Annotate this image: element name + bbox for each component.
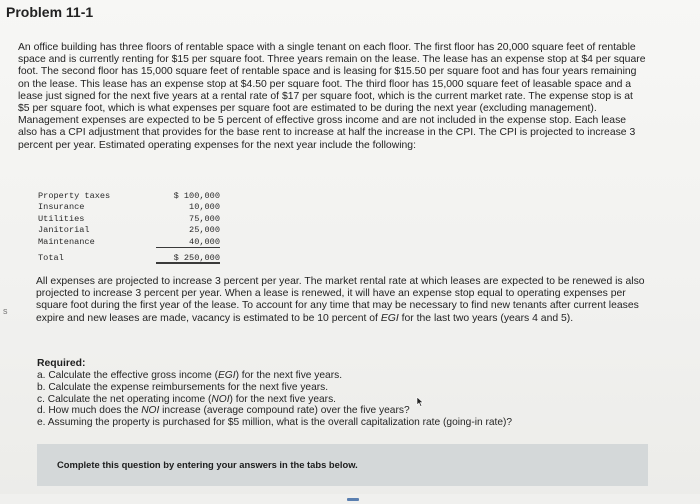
expense-value: 40,000 [156, 237, 220, 248]
expense-value: 25,000 [189, 225, 220, 236]
expense-label: Utilities [38, 213, 85, 224]
expense-row [38, 214, 220, 225]
mouse-pointer-icon [416, 397, 424, 407]
expense-value: 10,000 [189, 202, 220, 213]
expense-label: Janitorial [38, 225, 90, 236]
required-item-c: c. Calculate the net operating income (NOI) for the next five years. [37, 393, 336, 405]
required-item-a: a. Calculate the effective gross income (EGI) for the next five years. [37, 370, 343, 381]
answer-tab-indicator[interactable] [347, 498, 359, 501]
expense-value: 75,000 [189, 213, 220, 224]
expense-value: $ 100,000 [173, 191, 220, 201]
problem-title: Problem 11-1 [6, 4, 94, 20]
complete-instruction: Complete this question by entering your answers in the tabs below. [57, 459, 358, 470]
expense-row [38, 237, 220, 248]
problem-description: An office building has three floors of rentable space with a single tenant on each floor. The first floor has 20,000 square feet of rentable space and is currently renting for $15 per square foot. Three years remain on the lease. The lease has an expense stop at $4 per square foot. The second floor has 15,000 square feet of rentable space and is leasing for $15.50 per square foot and has four years remaining on the lease. This lease has an expense stop at $4.50 per square foot. The third floor has 15,000 square feet of leasable space and a lease just signed for the next five years at a rental rate of $17 per square foot, which is the current market rate. The expense stop is at $5 per square foot, which is what expenses per square foot are estimated to be during the next year (excluding management). Management expenses are expected to be 5 percent of effective gross income and are not included in the expense stop. Each lease also has a CPI adjustment that provides for the base rent to increase at half the increase in the CPI. The CPI is projected to increase 3 percent per year. Estimated operating expenses for the next year include the following: [18, 42, 646, 151]
expense-label: Insurance [38, 202, 85, 213]
assumptions-text: All expenses are projected to increase 3 percent per year. The market rental rate at which leases are expected to be renewed is also projected to increase 3 percent per year. When a lease is renewed, it will have an expense stop equal to operating expenses per square foot during the first year of the lease. To account for any time that may be necessary to find new tenants after current leases expire and new leases are made, vacancy is estimated to be 10 percent of [36, 276, 645, 324]
expense-row [38, 225, 220, 236]
assumptions-text-end: for the last two years (years 4 and 5). [398, 312, 574, 324]
expense-total-row [38, 253, 220, 264]
expense-label: Maintenance [38, 236, 95, 247]
expense-row [38, 191, 220, 202]
expense-total-label: Total [38, 252, 64, 263]
required-heading: Required: [37, 358, 86, 369]
required-item-b: b. Calculate the expense reimbursements for the next five years. [37, 381, 329, 393]
assumptions-egi-term: EGI [380, 312, 399, 324]
expense-total-value: $ 250,000 [156, 253, 220, 264]
expense-row [38, 202, 220, 213]
margin-mark: s [3, 306, 8, 316]
operating-expenses-table [38, 191, 220, 264]
expense-label: Property taxes [38, 191, 111, 201]
required-item-e: e. Assuming the property is purchased for $5 million, what is the overall capitalization rate (going-in rate)? [37, 417, 513, 429]
required-item-d: d. How much does the NOI increase (average compound rate) over the five years? [37, 405, 410, 417]
answer-tabs-panel [37, 444, 648, 486]
required-list [37, 370, 637, 429]
assumptions-paragraph [36, 276, 648, 325]
